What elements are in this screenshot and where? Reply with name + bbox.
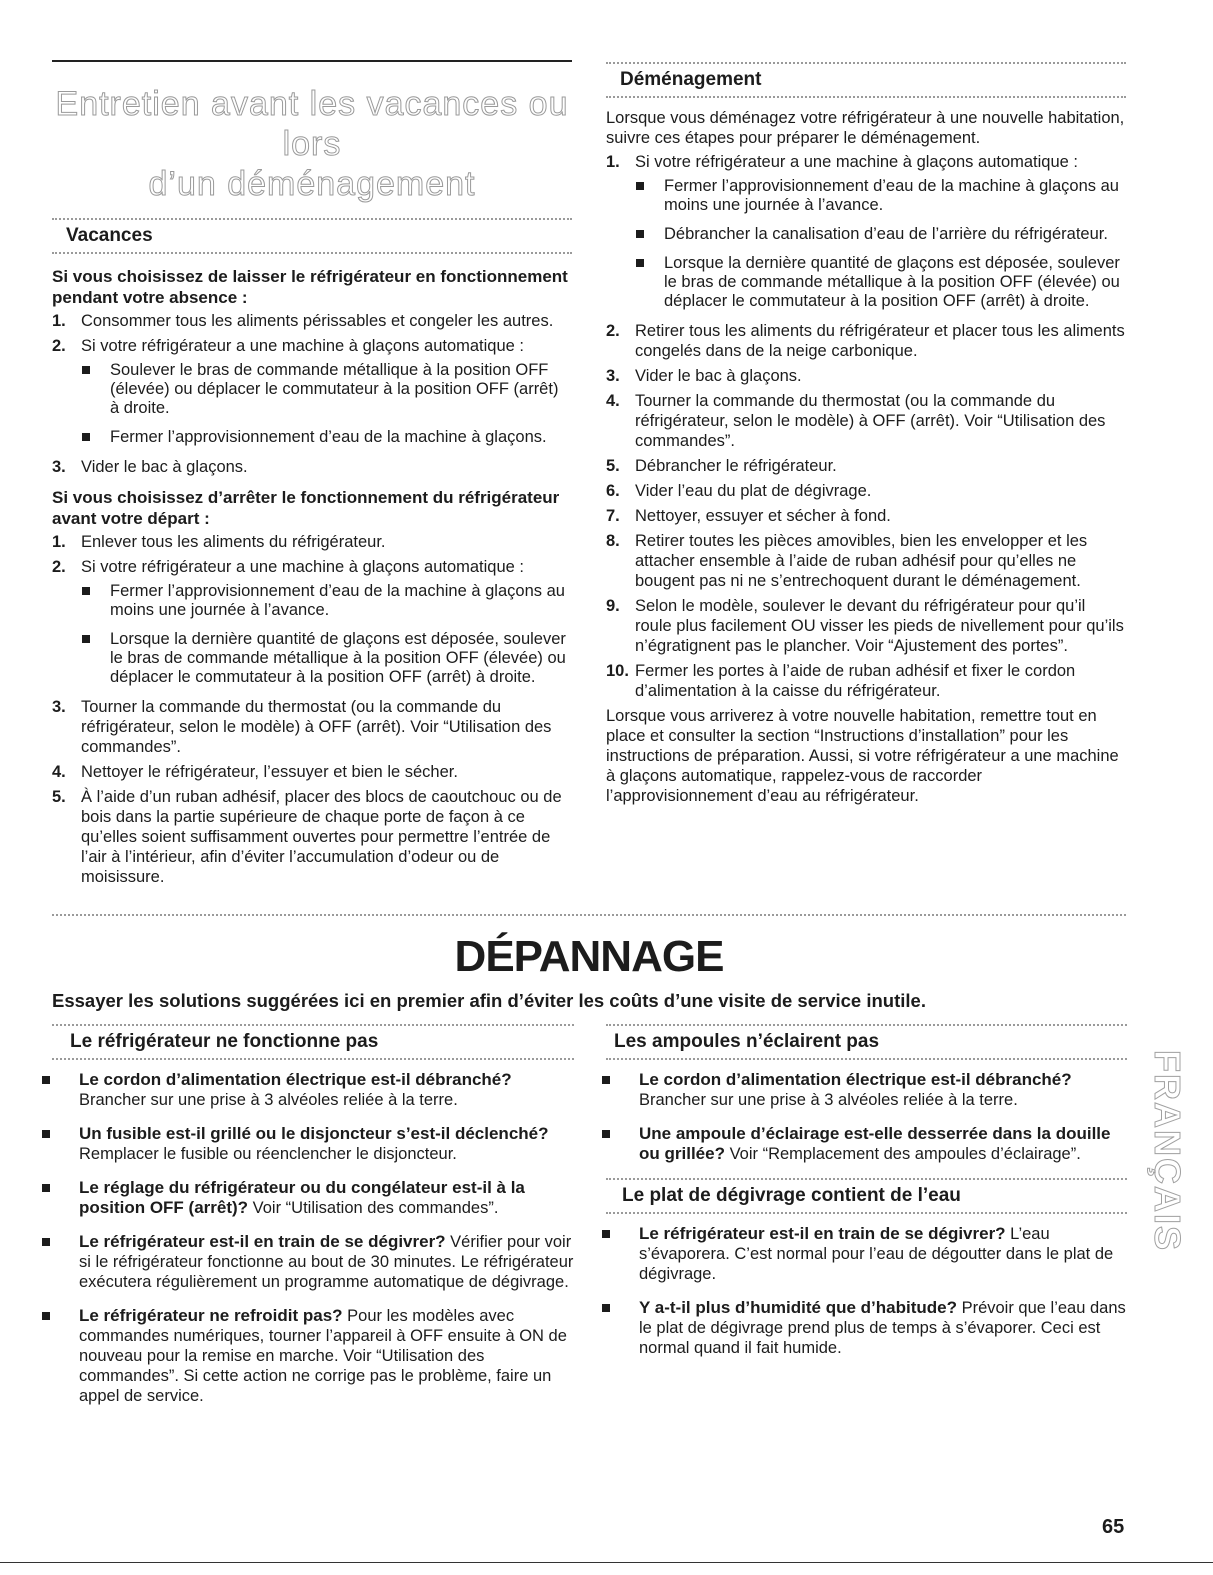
step-item: 1. Enlever tous les aliments du réfrigérateur. xyxy=(52,533,386,551)
step-item: 3. Tourner la commande du thermostat (ou la commande du réfrigérateur, selon le modèle) à OFF (arrêt). Voir “Utilisation des commandes”. xyxy=(52,698,552,756)
step-item: 5. Débrancher le réfrigérateur. xyxy=(606,457,837,475)
troubleshooting-left-column xyxy=(32,1024,574,1420)
step-item: 2. Retirer tous les aliments du réfrigérateur et placer tous les aliments congelés dans de la neige carbonique. xyxy=(606,322,1125,360)
section-top-rule xyxy=(52,60,572,62)
bullet-item: Fermer l’approvisionnement d’eau de la machine à glaçons au moins une journée à l’avance. xyxy=(635,177,1126,215)
vacances-heading: Vacances xyxy=(66,225,153,246)
vacances-on-bullets xyxy=(52,361,572,447)
troubleshooting-title: DÉPANNAGE xyxy=(454,932,724,981)
vacances-on-steps xyxy=(52,311,572,356)
step-item: 2. Si votre réfrigérateur a une machine à glaçons automatique : xyxy=(52,337,525,355)
demenagement-bullets xyxy=(606,177,1126,311)
demenagement-outro: Lorsque vous arriverez à votre nouvelle habitation, remettre tout en place et consulter la section “Instructions d’installation” pour les instructions de préparation. Aussi, si votre réfrigérateur a une machine à glaçons automatique, rappelez-vous de raccorder l’approvisionnement d’eau au réfrigérateur. xyxy=(606,707,1119,805)
demenagement-intro: Lorsque vous déménagez votre réfrigérateur à une nouvelle habitation, suivre ces étapes pour préparer le déménagement. xyxy=(606,109,1125,147)
moving-section xyxy=(606,62,1126,806)
step-item: 5. À l’aide d’un ruban adhésif, placer des blocs de caoutchouc ou de bois dans la partie supérieure de chaque porte de façon à ce qu’elles soient suffisamment ouvertes pour permettre l’entrée de l’air à l’intérieur, afin d’éviter l’accumulation d’odeur ou de moisissure. xyxy=(52,788,562,886)
bullet-item: Soulever le bras de commande métallique à la position OFF (élevée) ou déplacer le commutateur à la position OFF (arrêt) à droite. xyxy=(81,361,572,418)
troubleshooting-right-column xyxy=(592,1024,1127,1372)
step-item: 4. Tourner la commande du thermostat (ou la commande du réfrigérateur, selon le modèle) à OFF (arrêt). Voir “Utilisation des commandes”. xyxy=(606,392,1106,450)
vacances-off-heading: Si vous choisissez d’arrêter le fonctionnement du réfrigérateur avant votre départ : xyxy=(52,488,560,528)
troubleshoot-list xyxy=(32,1070,574,1406)
section-heading: Le plat de dégivrage contient de l’eau xyxy=(622,1185,961,1206)
demenagement-heading: Déménagement xyxy=(620,69,762,90)
maintenance-section xyxy=(52,60,572,892)
troubleshoot-item: Y a-t-il plus d’humidité que d’habitude? Prévoir que l’eau dans le plat de dégivrage prend plus de temps à s’évaporer. Ceci est normal quand il fait humide. xyxy=(592,1298,1127,1358)
step-item: 8. Retirer toutes les pièces amovibles, bien les envelopper et les attacher ensemble à l’aide de ruban adhésif pour qu’elles ne bougent pas ni ne s’entrechoquent durant le déménagement. xyxy=(606,532,1088,590)
bullet-item: Lorsque la dernière quantité de glaçons est déposée, soulever le bras de commande métallique à la position OFF (élevée) ou déplacer le commutateur à la position OFF (arrêt) à droite. xyxy=(81,630,572,687)
section-heading: Le réfrigérateur ne fonctionne pas xyxy=(70,1031,379,1052)
troubleshooting-intro: Essayer les solutions suggérées ici en premier afin d’éviter les coûts d’une visite de service inutile. xyxy=(52,990,926,1011)
vacances-on-heading: Si vous choisissez de laisser le réfrigérateur en fonctionnement pendant votre absence : xyxy=(52,267,568,307)
troubleshooting-rule xyxy=(52,914,1126,916)
bullet-item: Lorsque la dernière quantité de glaçons est déposée, soulever le bras de commande métallique à la position OFF (élevée) ou déplacer le commutateur à la position OFF (arrêt) à droite. xyxy=(635,254,1126,311)
step-item: 7. Nettoyer, essuyer et sécher à fond. xyxy=(606,507,891,525)
bottom-rule xyxy=(0,1562,1213,1563)
step-item: 3. Vider le bac à glaçons. xyxy=(606,367,802,385)
demenagement-steps xyxy=(606,152,1126,172)
troubleshoot-item: Le réfrigérateur ne refroidit pas? Pour les modèles avec commandes numériques, tourner l’appareil à OFF ensuite à ON de nouveau pour la remise en marche. Voir “Utilisation des commandes”. Si cette action ne corrige pas le problème, faire un appel de service. xyxy=(32,1306,574,1406)
vacances-off-bullets xyxy=(52,582,572,687)
bullet-item: Fermer l’approvisionnement d’eau de la machine à glaçons. xyxy=(81,428,572,447)
page-number: 65 xyxy=(1102,1516,1125,1538)
step-item: 9. Selon le modèle, soulever le devant du réfrigérateur pour qu’il roule plus facilement OU visser les pieds de nivellement pour qu’ils n’égratignent pas le plancher. Voir “Ajustement des portes”. xyxy=(606,597,1124,655)
maintenance-title: Entretien avant les vacances ou lors d’un déménagement xyxy=(55,85,569,203)
troubleshoot-item: Le réfrigérateur est-il en train de se dégivrer? Vérifier pour voir si le réfrigérateur fonctionne au bout de 30 minutes. Le réfrigérateur exécutera régulièrement un programme automatique de dégivrage. xyxy=(32,1232,574,1292)
step-item: 10. Fermer les portes à l’aide de ruban adhésif et fixer le cordon d’alimentation à la caisse du réfrigérateur. xyxy=(606,662,1076,700)
step-item: 3. Vider le bac à glaçons. xyxy=(52,458,248,476)
bullet-item: Fermer l’approvisionnement d’eau de la machine à glaçons au moins une journée à l’avance. xyxy=(81,582,572,620)
troubleshoot-list xyxy=(592,1070,1127,1164)
troubleshoot-item: Le réglage du réfrigérateur ou du congélateur est-il à la position OFF (arrêt)? Voir “Utilisation des commandes”. xyxy=(32,1178,574,1218)
step-item: 2. Si votre réfrigérateur a une machine à glaçons automatique : xyxy=(52,558,525,576)
troubleshoot-list xyxy=(592,1224,1127,1358)
section-heading: Les ampoules n’éclairent pas xyxy=(614,1031,880,1052)
language-side-tab: FRANÇAIS xyxy=(1147,1050,1188,1252)
troubleshoot-item: Le cordon d’alimentation électrique est-il débranché? Brancher sur une prise à 3 alvéoles reliée à la terre. xyxy=(592,1070,1127,1110)
step-item: 1. Consommer tous les aliments périssables et congeler les autres. xyxy=(52,312,554,330)
vacances-off-steps xyxy=(52,532,572,577)
troubleshoot-item: Le réfrigérateur est-il en train de se dégivrer? L’eau s’évaporera. C’est normal pour l’eau de dégoutter dans le plat de dégivrage. xyxy=(592,1224,1127,1284)
troubleshoot-item: Une ampoule d’éclairage est-elle desserrée dans la douille ou grillée? Voir “Remplacement des ampoules d’éclairage”. xyxy=(592,1124,1127,1164)
bullet-item: Débrancher la canalisation d’eau de l’arrière du réfrigérateur. xyxy=(635,225,1126,244)
troubleshoot-item: Un fusible est-il grillé ou le disjoncteur s’est-il déclenché? Remplacer le fusible ou réenclencher le disjoncteur. xyxy=(32,1124,574,1164)
step-item: 6. Vider l’eau du plat de dégivrage. xyxy=(606,482,872,500)
step-item: 4. Nettoyer le réfrigérateur, l’essuyer et bien le sécher. xyxy=(52,763,458,781)
troubleshoot-item: Le cordon d’alimentation électrique est-il débranché? Brancher sur une prise à 3 alvéoles reliée à la terre. xyxy=(32,1070,574,1110)
step-item: 1. Si votre réfrigérateur a une machine à glaçons automatique : xyxy=(606,153,1079,171)
